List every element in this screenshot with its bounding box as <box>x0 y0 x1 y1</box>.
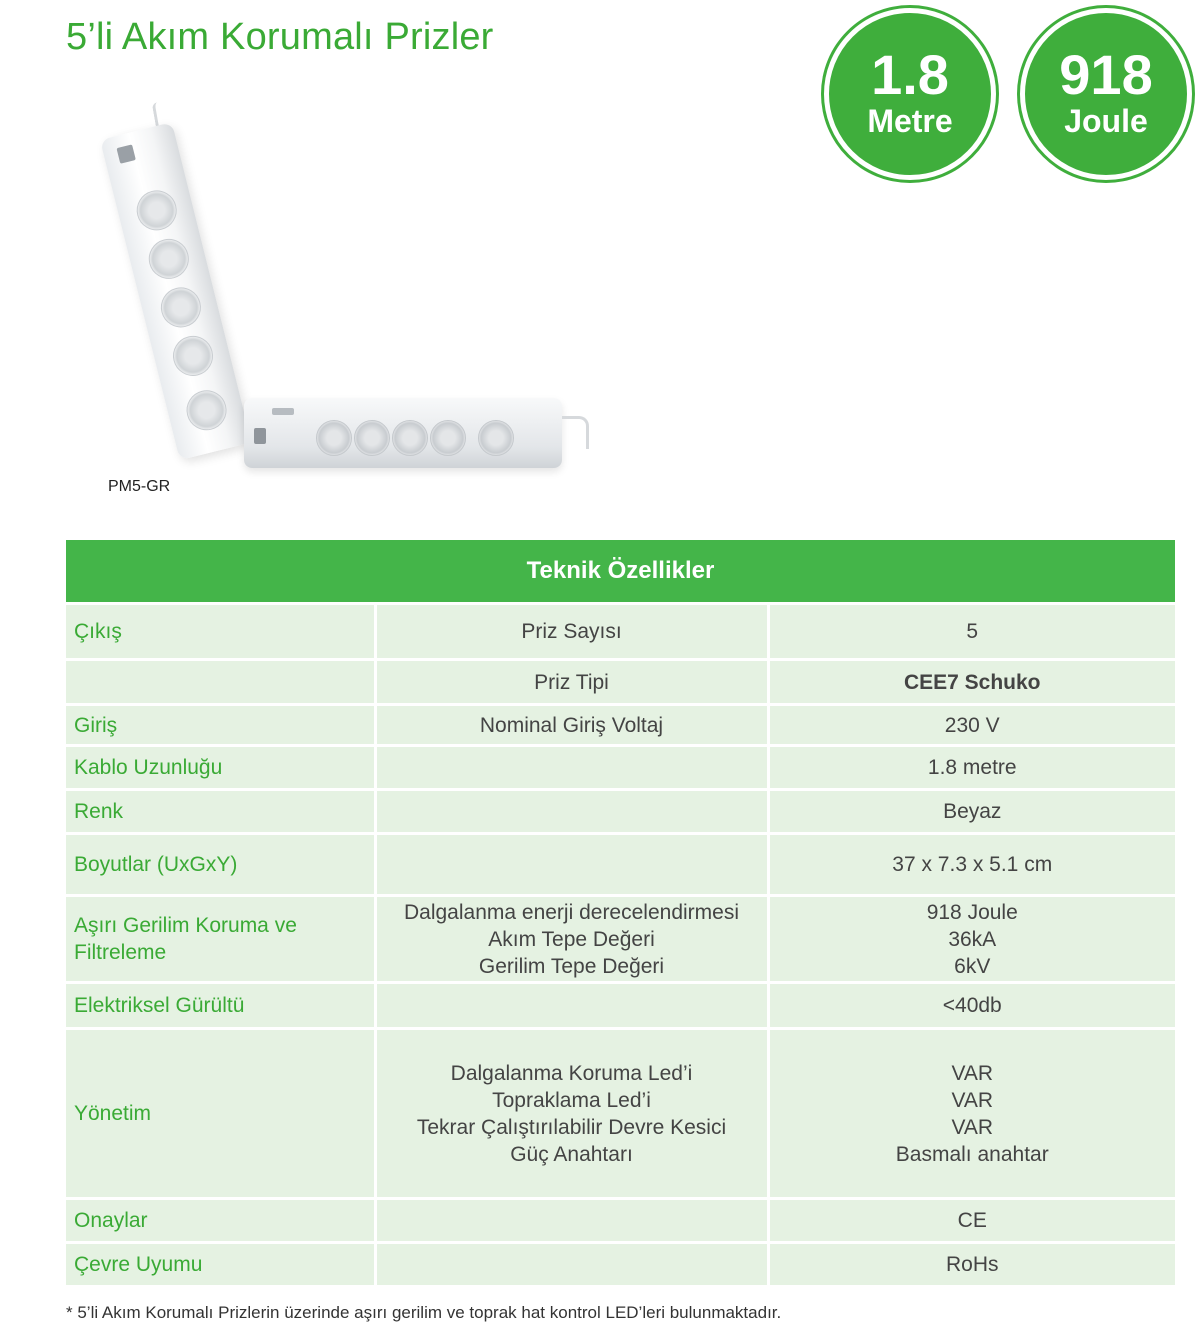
table-row <box>66 1199 1175 1243</box>
footnote: * 5’li Akım Korumalı Prizlerin üzerinde aşırı gerilim ve toprak hat kontrol LED’leri bulunmaktadır. <box>66 1303 782 1322</box>
table-row <box>66 746 1175 790</box>
row-value: 5 <box>768 604 1175 660</box>
row-value-list <box>768 1029 1175 1199</box>
socket-icon <box>478 420 514 456</box>
table-row <box>66 790 1175 834</box>
row-value: <40db <box>768 983 1175 1029</box>
power-switch-icon <box>116 144 135 163</box>
socket-icon <box>169 332 217 380</box>
socket-icon <box>182 386 230 434</box>
feature-line: Gerilim Tepe Değeri <box>478 954 665 978</box>
value-line: VAR <box>951 1061 994 1085</box>
socket-icon <box>392 420 428 456</box>
table-header-row <box>66 540 1175 604</box>
power-cord <box>562 416 589 449</box>
joule-badge <box>1020 8 1192 180</box>
product-model-label: PM5-GR <box>108 478 171 495</box>
socket-icon <box>354 420 390 456</box>
value-line: VAR <box>951 1115 994 1139</box>
row-category: Çevre Uyumu <box>66 1243 375 1287</box>
table-row <box>66 983 1175 1029</box>
row-category: Giriş <box>66 705 375 746</box>
value-line: 36kA <box>948 927 997 951</box>
row-category: Aşırı Gerilim Koruma ve Filtreleme <box>66 896 375 983</box>
row-category: Elektriksel Gürültü <box>66 983 375 1029</box>
table-row <box>66 604 1175 660</box>
row-feature <box>375 1199 768 1243</box>
table-row <box>66 1029 1175 1199</box>
power-strip-body <box>100 122 252 460</box>
row-feature <box>375 1243 768 1287</box>
value-line: 918 Joule <box>926 900 1018 924</box>
row-category: Onaylar <box>66 1199 375 1243</box>
feature-line: Dalgalanma Koruma Led’i <box>450 1061 693 1085</box>
row-category: Kablo Uzunluğu <box>66 746 375 790</box>
row-value: RoHs <box>768 1243 1175 1287</box>
value-line: VAR <box>951 1088 994 1112</box>
product-image-horizontal <box>244 398 584 470</box>
row-category: Yönetim <box>66 1029 375 1199</box>
table-header: Teknik Özellikler <box>66 540 1175 604</box>
row-category: Çıkış <box>66 604 375 660</box>
table-row <box>66 705 1175 746</box>
row-feature <box>375 983 768 1029</box>
power-strip-body <box>244 398 562 468</box>
table-row <box>66 660 1175 705</box>
socket-icon <box>157 283 205 331</box>
value-line: Basmalı anahtar <box>895 1142 1049 1166</box>
socket-icon <box>316 420 352 456</box>
feature-line: Güç Anahtarı <box>510 1142 633 1166</box>
row-value: Beyaz <box>768 790 1175 834</box>
badge-unit: Joule <box>1064 103 1148 139</box>
table-row <box>66 834 1175 896</box>
power-switch-icon <box>254 428 266 444</box>
row-value: 230 V <box>768 705 1175 746</box>
table-row <box>66 896 1175 983</box>
badge-value: 1.8 <box>871 43 949 106</box>
cable-length-badge <box>824 8 996 180</box>
row-feature: Nominal Giriş Voltaj <box>375 705 768 746</box>
row-feature <box>375 746 768 790</box>
row-value-list <box>768 896 1175 983</box>
row-value: CE <box>768 1199 1175 1243</box>
brand-logo-icon <box>272 408 294 415</box>
row-category: Boyutlar (UxGxY) <box>66 834 375 896</box>
row-value: 37 x 7.3 x 5.1 cm <box>768 834 1175 896</box>
feature-line: Topraklama Led’i <box>492 1088 651 1112</box>
badge-unit: Metre <box>867 103 953 139</box>
value-line: 6kV <box>954 954 991 978</box>
feature-line: Tekrar Çalıştırılabilir Devre Kesici <box>416 1115 727 1139</box>
row-category <box>66 660 375 705</box>
specs-table <box>66 540 1175 1288</box>
row-value: 1.8 metre <box>768 746 1175 790</box>
row-feature <box>375 834 768 896</box>
row-feature-list <box>375 1029 768 1199</box>
row-category: Renk <box>66 790 375 834</box>
badge-value: 918 <box>1059 43 1153 106</box>
row-feature: Priz Tipi <box>375 660 768 705</box>
socket-icon <box>132 186 180 234</box>
socket-icon <box>430 420 466 456</box>
page-title: 5’li Akım Korumalı Prizler <box>66 16 494 58</box>
row-value: CEE7 Schuko <box>768 660 1175 705</box>
socket-icon <box>145 235 193 283</box>
row-feature: Priz Sayısı <box>375 604 768 660</box>
feature-line: Akım Tepe Değeri <box>488 927 655 951</box>
table-row <box>66 1243 1175 1287</box>
product-image-vertical <box>60 130 220 470</box>
row-feature-list <box>375 896 768 983</box>
feature-line: Dalgalanma enerji derecelendirmesi <box>403 900 739 924</box>
row-feature <box>375 790 768 834</box>
